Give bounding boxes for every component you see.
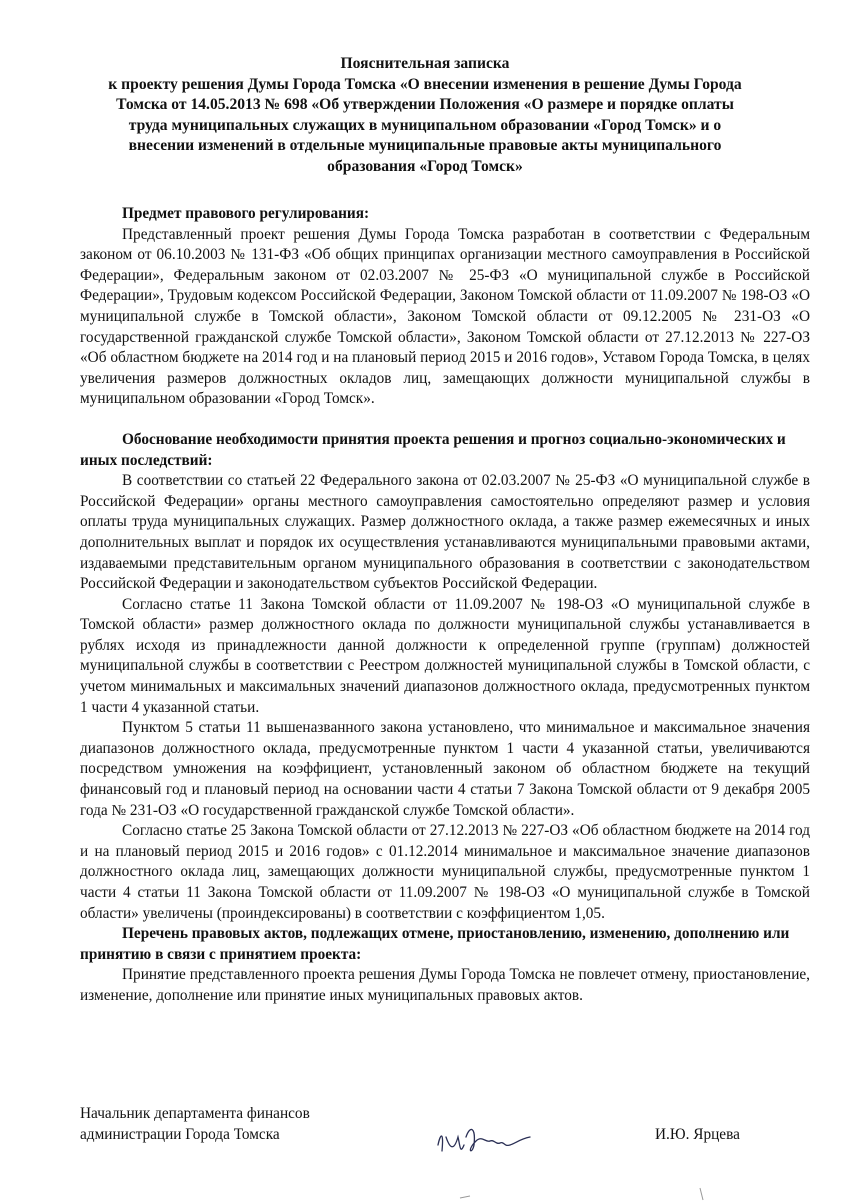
paragraph: Принятие представленного проекта решения Думы Города Томска не повлечет отмену, приостановление, изменение, дополнение или принятие иных муниципальных правовых актов. <box>80 966 810 1004</box>
document-body <box>80 204 810 1007</box>
paragraph: Согласно статье 11 Закона Томской области от 11.09.2007 № 198-ОЗ «О муниципальной службе в Томской области» размер должностного оклада по должности муниципальной службы устанавливается в рублях исходя из принадлежности данной должности к определенной группе (группам) должностей муниципальной службы в соответствии с Реестром должностей муниципальной службы в Томской области, с учетом минимальных и максимальных значений диапазонов должностного оклада, предусмотренных пунктом 1 части 4 указанной статьи. <box>80 595 810 716</box>
paragraph: Представленный проект решения Думы Города Томска разработан в соответствии с Федеральным законом от 06.10.2003 № 131-ФЗ «Об общих принципах организации местного самоуправления в Российской Федерации», Федеральным законом от 02.03.2007 № 25-ФЗ «О муниципальной службе в Российской Федерации», Трудовым кодексом Российской Федерации, Законом Томской области от 11.09.2007 № 198-ОЗ «О муниципальной службе в Томской области», Законом Томской области от 09.12.2005 № 231-ОЗ «О государственной гражданской службе Томской области», Законом Томской области от 27.12.2013 № 227-ОЗ «Об областном бюджете на 2014 год и на плановый период 2015 и 2016 годов», Уставом Города Томска, в целях увеличения размеров должностных окладов лиц, замещающих должности муниципальной службы в муниципальном образовании «Город Томск». <box>80 225 810 408</box>
position-line: администрации Города Томска <box>80 1125 280 1143</box>
title-line: труда муниципальных служащих в муниципальном образовании «Город Томск» и о <box>128 116 722 134</box>
section-heading-acts-list: Перечень правовых актов, подлежащих отмене, приостановлению, изменению, дополнению или принятию в связи с принятием проекта: <box>80 925 790 963</box>
title-line: образования «Город Томск» <box>327 157 523 175</box>
title-line: к проекту решения Думы Города Томска «О внесении изменения в решение Думы Города <box>108 75 742 93</box>
paragraph: Пунктом 5 статьи 11 вышеназванного закона установлено, что минимальное и максимальное значения диапазонов должностного оклада, предусмотренные пунктом 1 части 4 указанной статьи, увеличиваются посредством умножения на коэффициент, установленный законом об областном бюджете на текущий финансовый год и плановый период на основании части 4 статьи 7 Закона Томской области от 9 декабря 2005 года № 231-ОЗ «О государственной гражданской службе Томской области». <box>80 719 810 819</box>
section-heading-subject: Предмет правового регулирования: <box>122 205 370 222</box>
title-line: Томска от 14.05.2013 № 698 «Об утверждении Положения «О размере и порядке оплаты <box>116 96 734 114</box>
handwritten-signature <box>430 1115 540 1165</box>
paragraph: В соответствии со статьей 22 Федерального закона от 02.03.2007 № 25-ФЗ «О муниципальной службе в Российской Федерации» органы местного самоуправления самостоятельно определяют размер и условия оплаты труда муниципальных служащих. Размер должностного оклада, а также размер ежемесячных и иных дополнительных выплат и порядок их осуществления устанавливаются муниципальными правовыми актами, издаваемыми представительным органом муниципального образования в соответствии с законодательством Российской Федерации и законодательством субъектов Российской Федерации. <box>80 472 810 593</box>
document-title <box>80 54 770 178</box>
paragraph: Согласно статье 25 Закона Томской области от 27.12.2013 № 227-ОЗ «Об областном бюджете на 2014 год и на плановый период 2015 и 2016 годов» с 01.12.2014 минимальное и максимальное значение диапазонов должностного оклада лиц, замещающих должности муниципальной службы, предусмотренные пунктом 1 части 4 статьи 11 Закона Томской области от 11.09.2007 № 198-ОЗ «О муниципальной службе в Томской области» увеличены (проиндексированы) в соответствии с коэффициентом 1,05. <box>80 822 810 922</box>
section-heading-justification: Обоснование необходимости принятия проекта решения и прогноз социально-экономических и иных последствий: <box>80 430 786 469</box>
scan-artifact <box>0 1180 850 1201</box>
signatory-position <box>80 1104 310 1145</box>
position-line: Начальник департамента финансов <box>80 1105 310 1122</box>
title-line: внесении изменений в отдельные муниципальные правовые акты муниципального <box>128 137 722 155</box>
signatory-name: И.Ю. Ярцева <box>655 1126 740 1143</box>
title-line: Пояснительная записка <box>340 55 510 72</box>
